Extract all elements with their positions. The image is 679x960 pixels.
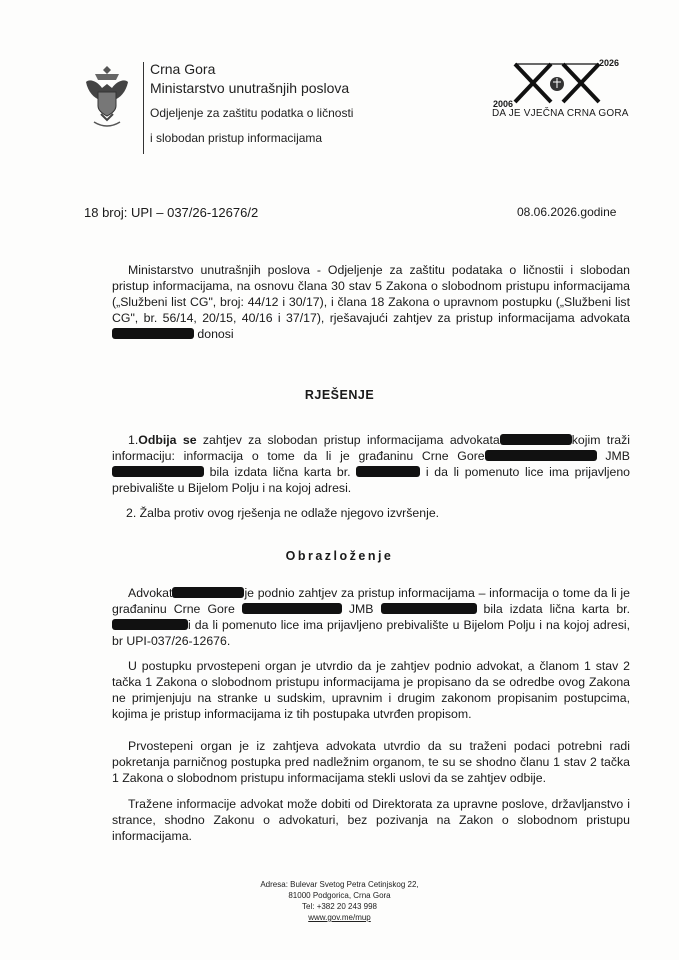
reasoning-paragraph-3: Prvostepeni organ je iz zahtjeva advokata utvrdio da su traženi podaci potrebni radi pokretanja parničnog postupka pred nadležnim organom, te su se shodno članu 1 stav 2 tačka 1 Zakona o slobodnom pristupu informacijama stekli uslovi da se zahtjev odbije. <box>112 739 630 785</box>
header-department-cont: i slobodan pristup informacijama <box>150 131 323 145</box>
reasoning-text-e: i da li pomenuto lice ima prijavljeno prebivalište u Bijelom Polju i na kojoj adresi, br UPI-037/26-12676. <box>112 618 630 648</box>
logo-year-start: 2006 <box>493 99 514 109</box>
reasoning-paragraph-1 <box>112 585 630 649</box>
reasoning-text-a: Advokat <box>128 586 173 600</box>
decision-text-d: bila izdata lična karta br. <box>204 465 357 479</box>
footer-website-link[interactable]: www.gov.me/mup <box>308 913 371 922</box>
header-country: Crna Gora <box>150 61 216 77</box>
header-department: Odjeljenje za zaštitu podatka o ličnosti <box>150 106 354 120</box>
logo-tagline: DA JE VJEČNA CRNA GORA <box>492 108 629 119</box>
reasoning-heading: Obrazloženje <box>285 549 394 563</box>
footer-street: Adresa: Bulevar Svetog Petra Cetinjskog 22, <box>260 880 419 889</box>
redaction-bar <box>112 466 204 477</box>
redaction-bar <box>242 603 342 614</box>
decision-verb: Odbija se <box>138 433 197 447</box>
footer-address <box>0 879 679 923</box>
redaction-bar <box>381 603 477 614</box>
document-date: 08.06.2026.godine <box>517 205 617 219</box>
decision-text-b: kojim traži informaciju: informacija o tome da li je građaninu Crne Gore <box>112 433 631 463</box>
redaction-bar <box>112 328 194 339</box>
decision-heading: RJEŠENJE <box>304 388 375 402</box>
decision-item-1 <box>112 432 630 496</box>
redaction-bar <box>500 434 572 445</box>
coat-of-arms-icon <box>80 62 134 132</box>
reference-number: 18 broj: UPI – 037/26-12676/2 <box>84 205 259 220</box>
decision-text-c: JMB <box>596 449 630 463</box>
footer-city: 81000 Podgorica, Crna Gora <box>288 891 391 900</box>
intro-paragraph <box>112 262 630 342</box>
redaction-bar <box>112 619 188 630</box>
header-ministry: Ministarstvo unutrašnjih poslova <box>150 80 350 96</box>
redaction-bar <box>356 466 420 477</box>
intro-text: Ministarstvo unutrašnjih poslova - Odjeljenje za zaštitu podataka o ličnostii i slobodan pristup informacijama, na osnovu člana 30 stav 5 Zakona o slobodnom pristupu informacijama („Službeni list CG", broj: 44/12 i 30/17), i člana 18 Zakona o upravnom postupku („Službeni list CG", br. 56/14, 20/15, 40/16 i 37/17), rješavajući zahtjev za pristup informacijama advokata <box>112 263 630 325</box>
decision-text-a: zahtjev za slobodan pristup informacijama advokata <box>196 433 500 447</box>
redaction-bar <box>485 450 597 461</box>
reasoning-text-b: je podnio zahtjev za pristup informacijama – informacija o tome da li je građaninu Crne Gore <box>112 586 630 616</box>
reasoning-paragraph-4: Tražene informacije advokat može dobiti od Direktorata za upravne poslove, državljanstvo i strance, shodno Zakonu o advokaturi, bez pozivanja na Zakon o slobodnom pristupu informacijama. <box>112 797 630 843</box>
header-divider <box>143 62 144 154</box>
reasoning-text-c: JMB <box>341 602 381 616</box>
reasoning-text-d: bila izdata lična karta br. <box>476 602 630 616</box>
decision-text-e: i da li pomenuto lice ima prijavljeno prebivalište u Bijelom Polju i na kojoj adresi. <box>112 465 630 495</box>
decision-item-2: 2. Žalba protiv ovog rješenja ne odlaže njegovo izvršenje. <box>126 506 440 520</box>
decision-number: 1. <box>128 433 139 447</box>
footer-phone: Tel: +382 20 243 998 <box>302 902 377 911</box>
logo-year-end: 2026 <box>599 58 620 68</box>
institution-header <box>150 60 353 148</box>
reasoning-paragraph-2: U postupku prvostepeni organ je utvrdio da je zahtjev podnio advokat, a članom 1 stav 2 tačka 1 Zakona o slobodnom pristupu informacijama je propisano da se odredbe ovog Zakona ne primjenjuju na stranke u sudskim, upravnim i drugim zakonom propisanim postupcima, kojima je pristup informacijama iz tih postupaka utvrđen propisom. <box>112 659 630 721</box>
redaction-bar <box>172 587 244 598</box>
intro-text-end: donosi <box>194 327 234 341</box>
